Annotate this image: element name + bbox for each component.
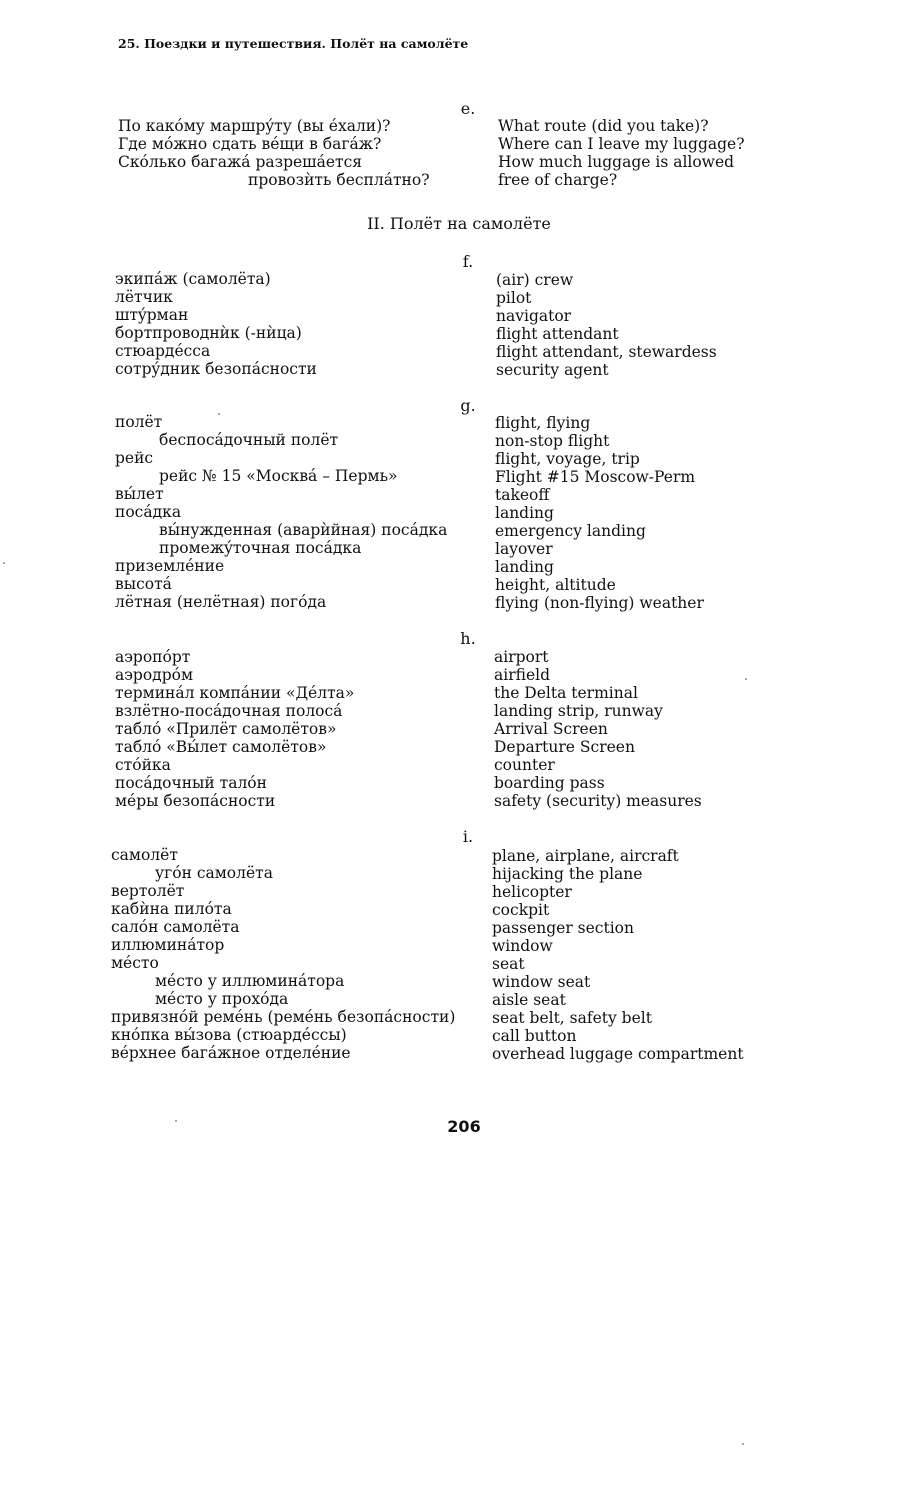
section-letter-e: e. (460, 99, 476, 118)
ru-term: вертолёт (111, 882, 185, 900)
ru-term: таблó «Вы́лет самолётов» (115, 738, 327, 756)
en-term: Arrival Screen (494, 720, 608, 738)
en-term: airport (494, 648, 549, 666)
en-term: seat (492, 955, 525, 973)
section-h-russian-column (115, 648, 354, 810)
ru-term: штýрман (115, 306, 189, 324)
ru-term: рейс (115, 449, 154, 467)
en-term: non-stop flight (495, 432, 610, 450)
en-term: landing (495, 504, 554, 522)
section-letter-f: f. (462, 252, 474, 271)
ru-term: привязнóй ремéнь (ремéнь безопáсности) (111, 1008, 456, 1026)
en-term: passenger section (492, 919, 634, 937)
en-term: call button (492, 1027, 577, 1045)
ru-term: кабѝна пилóта (111, 900, 232, 918)
ru-term: лётная (нелётная) погóда (115, 593, 327, 611)
section-f-russian-column (115, 270, 317, 378)
ru-term: провозѝть бесплáтно? (248, 171, 430, 189)
ru-term: промежýточная посáдка (159, 539, 362, 557)
ru-term: мéсто у иллюминáтора (155, 972, 345, 990)
ru-term: вéрхнее багáжное отделéние (111, 1044, 351, 1062)
running-head: 25. Поездки и путешествия. Полёт на самолёте (118, 36, 469, 51)
en-term: (air) crew (496, 271, 574, 289)
section-f-english-column (496, 271, 717, 379)
en-term: free of charge? (498, 171, 618, 189)
ru-term: посáдка (115, 503, 182, 521)
ru-term: бортпроводнѝк (-нѝца) (115, 324, 302, 342)
en-term: boarding pass (494, 774, 605, 792)
ru-term: вы́лет (115, 485, 164, 503)
ru-term: стóйка (115, 756, 171, 774)
en-term: How much luggage is allowed (498, 153, 735, 171)
ru-term: кнóпка вы́зова (стюардéссы) (111, 1026, 347, 1044)
en-term: flight attendant (496, 325, 619, 343)
en-term: flight, flying (495, 414, 591, 432)
en-term: What route (did you take)? (498, 117, 709, 135)
ru-term: мéсто (111, 954, 159, 972)
scan-speck (3, 562, 5, 564)
en-term: landing strip, runway (494, 702, 663, 720)
scan-speck (742, 1443, 744, 1445)
section-i-english-column (492, 847, 744, 1063)
en-term: the Delta terminal (494, 684, 638, 702)
en-term: navigator (496, 307, 572, 325)
ru-term: По какóму маршрýту (вы éхали)? (118, 117, 391, 135)
scan-speck (745, 678, 747, 680)
en-term: security agent (496, 361, 609, 379)
ru-term: таблó «Прилёт самолётов» (115, 720, 337, 738)
section-g-english-column (495, 414, 704, 612)
en-term: layover (495, 540, 553, 558)
ru-term: стюардéсса (115, 342, 211, 360)
en-term: emergency landing (495, 522, 646, 540)
en-term: airfield (494, 666, 550, 684)
ru-term: взлётно-посáдочная полосá (115, 702, 343, 720)
ru-term: терминáл компáнии «Дéлта» (115, 684, 355, 702)
ru-term: посáдочный талóн (115, 774, 267, 792)
en-term: overhead luggage compartment (492, 1045, 744, 1063)
section-i-russian-column (111, 846, 455, 1062)
en-term: window seat (492, 973, 591, 991)
ru-term: салóн самолёта (111, 918, 240, 936)
en-term: safety (security) measures (494, 792, 702, 810)
en-term: hijacking the plane (492, 865, 643, 883)
section-letter-h: h. (460, 629, 476, 648)
ru-term: аэродрóм (115, 666, 194, 684)
en-term: seat belt, safety belt (492, 1009, 652, 1027)
ru-term: Где мóжно сдать вéщи в багáж? (118, 135, 382, 153)
section-letter-g: g. (460, 396, 476, 415)
ru-term: угóн самолёта (155, 864, 273, 882)
en-term: helicopter (492, 883, 572, 901)
en-term: takeoff (495, 486, 550, 504)
en-term: pilot (496, 289, 532, 307)
en-term: cockpit (492, 901, 550, 919)
en-term: landing (495, 558, 554, 576)
ru-term: рейс № 15 «Москвá – Пермь» (159, 467, 398, 485)
section-e-english-column (498, 117, 745, 189)
ru-term: экипáж (самолёта) (115, 270, 271, 288)
ru-term: беспосáдочный полёт (159, 431, 339, 449)
ru-term: мéры безопáсности (115, 792, 276, 810)
scan-speck (175, 1120, 177, 1122)
scan-speck (218, 413, 220, 415)
en-term: Flight #15 Moscow-Perm (495, 468, 696, 486)
ru-term: вы́нужденная (аварѝйная) посáдка (159, 521, 448, 539)
en-term: counter (494, 756, 555, 774)
ru-term: лётчик (115, 288, 173, 306)
ru-term: Скóлько багажá разрешáется (118, 153, 363, 171)
page-number: 206 (447, 1117, 481, 1136)
en-term: Where can I leave my luggage? (498, 135, 745, 153)
section-h-english-column (494, 648, 702, 810)
ru-term: высотá (115, 575, 172, 593)
ru-term: иллюминáтор (111, 936, 225, 954)
ru-term: аэропóрт (115, 648, 191, 666)
section-title: II. Полёт на самолёте (367, 214, 551, 233)
en-term: flying (non-flying) weather (495, 594, 704, 612)
ru-term: сотрýдник безопáсности (115, 360, 317, 378)
section-e-russian-column (118, 117, 430, 189)
ru-term: полёт (115, 413, 163, 431)
ru-term: приземлéние (115, 557, 225, 575)
en-term: aisle seat (492, 991, 566, 1009)
en-term: plane, airplane, aircraft (492, 847, 679, 865)
ru-term: самолёт (111, 846, 178, 864)
en-term: window (492, 937, 553, 955)
section-g-russian-column (115, 413, 447, 611)
section-letter-i: i. (462, 827, 474, 846)
en-term: flight, voyage, trip (495, 450, 640, 468)
en-term: flight attendant, stewardess (496, 343, 717, 361)
ru-term: мéсто у прохóда (155, 990, 289, 1008)
en-term: Departure Screen (494, 738, 635, 756)
en-term: height, altitude (495, 576, 616, 594)
